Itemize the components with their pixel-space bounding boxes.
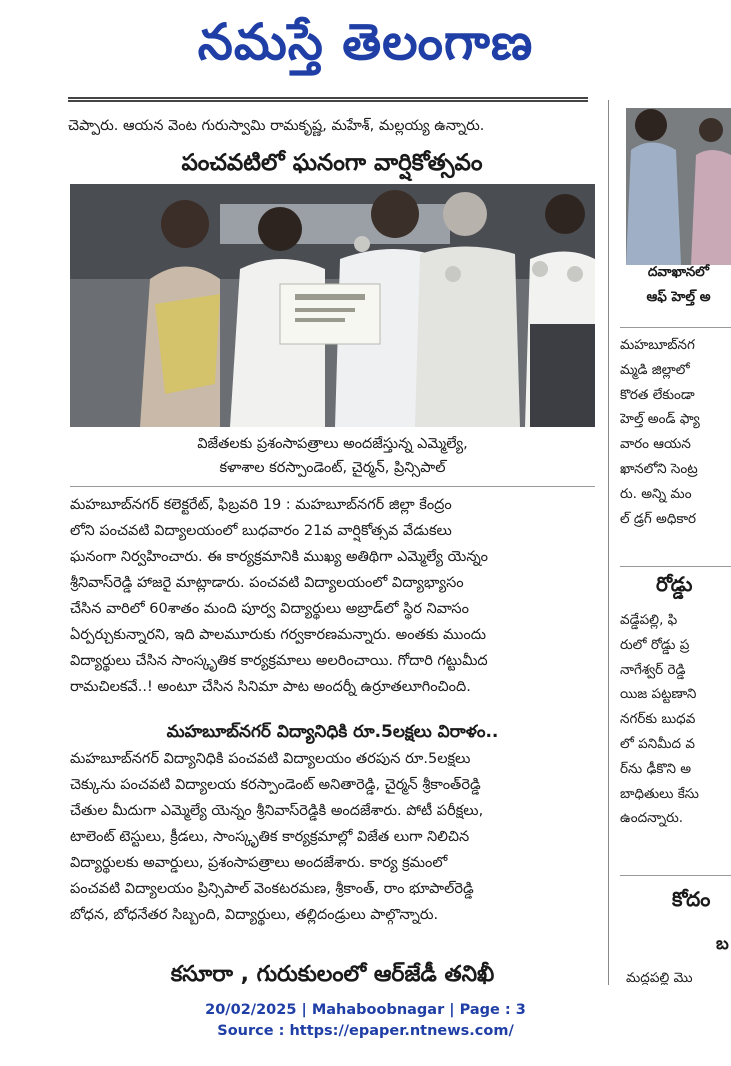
text-line: లో పనిమీద వ [620, 735, 695, 752]
text-line: టాలెంట్ టెస్టులు, క్రీడలు, సాంస్కృతిక కార్యక్రమాల్లో విజేత లుగా నిలిచిన [70, 829, 470, 845]
text-line: రు. అన్ని మం [620, 485, 692, 502]
side-headline: రోడ్డు [656, 572, 693, 596]
divider [620, 875, 731, 876]
side-column [620, 100, 731, 985]
caption-line: దవాఖానలో [647, 264, 710, 280]
caption-line: విజేతలకు ప్రశంసాపత్రాలు అందజేస్తున్న ఎమ్మెల్యే, [197, 436, 468, 452]
text-line: శ్రీనివాస్‌రెడ్డి హాజరై మాట్లాడారు. పంచవటి విద్యాలయంలో విద్యాభ్యాసం [70, 575, 464, 591]
side-news-photo [626, 100, 731, 265]
text-line: హెల్త్ అండ్ ఫ్యా [620, 411, 700, 428]
side-headline: కోదం [672, 887, 711, 911]
side-caption [626, 260, 731, 310]
text-line: వారం ఆయన [620, 436, 691, 453]
text-line: వడ్డేపల్లి, ఫి [620, 612, 678, 628]
photo-caption [70, 432, 595, 480]
text-line: పంచవటి విద్యాలయం ప్రిన్సిపాల్ వెంకటరమణ, శ్రీకాంత్, రాం భూపాల్‌రెడ్డి [70, 881, 474, 897]
hospital-visit-photo [626, 100, 731, 265]
side-article-body [620, 333, 731, 531]
text-line: నగర్‌కు బుధవ [620, 711, 696, 728]
article-body-continued [70, 746, 595, 928]
text-line: ఏర్పర్చుకున్నారని, ఇది పాలమూరుకు గర్వకారణమన్నారు. అంతకు ముందు [70, 627, 487, 643]
text-line: చెక్కును పంచవటి విద్యాలయ కరస్పాండెంట్ అనితారెడ్డి, చైర్మన్ శ్రీకాంత్‌రెడ్డి [70, 777, 481, 793]
article-headline: పంచవటిలో ఘనంగా వార్షికోత్సవం [181, 150, 483, 176]
text-line: ఘనంగా నిర్వహించారు. ఈ కార్యక్రమానికి ముఖ్య అతిథిగా ఎమ్మెల్యే యెన్నం [70, 549, 488, 565]
newspaper-masthead [0, 0, 731, 86]
text-line: విద్యార్థులు చేసిన సాంస్కృతిక కార్యక్రమాలు అలరించాయి. గోదారి గట్టుమీద [70, 653, 488, 669]
side-article-body [620, 608, 731, 831]
text-line: మహబూబ్‌నగర్ కలెక్టరేట్, ఫిబ్రవరి 19 : మహబూబ్‌నగర్ జిల్లా కేంద్రం [70, 497, 452, 513]
page-footer [0, 1000, 731, 1042]
article-subheading: మహబూబ్‌నగర్ విద్యానిధికి రూ.5లక్షలు విరాళం.. [166, 722, 499, 742]
text-line: ఖానలోని సెంట్ర [620, 460, 698, 477]
text-line: మహబూబ్‌నగ [620, 337, 695, 353]
text-line: బోధన, బోధనేతర సిబ్బంది, విద్యార్థులు, తల్లిదండ్రులు పాల్గొన్నారు. [70, 907, 439, 923]
news-photo [70, 184, 595, 427]
text-line: కొరత లేకుండా [620, 386, 695, 403]
text-line: ర్‌ను ఢీకొని అ [620, 760, 692, 777]
divider [70, 486, 595, 487]
text-line: ఉందన్నారు. [620, 810, 684, 827]
text-line: నాగేశ్వర్ రెడ్డి [620, 661, 686, 678]
text-line: మ్మడి జిల్లాలో [620, 361, 690, 378]
masthead-title: నమస్తే తెలంగాణ [197, 13, 534, 71]
next-article-headline: కసూరా , గురుకులంలో ఆర్‌జేడీ తనిఖీ [170, 962, 495, 987]
award-ceremony-photo [70, 184, 595, 427]
divider [620, 327, 731, 328]
text-line: విద్యార్థులకు అవార్డులు, ప్రశంసాపత్రాలు అందజేశారు. కార్య క్రమంలో [70, 855, 448, 871]
text-line: చేసిన వారిలో 60శాతం మంది పూర్వ విద్యార్థులు అబ్రాడ్‌లో స్థిర నివాసం [70, 601, 469, 617]
caption-line: కళాశాల కరస్పాండెంట్, చైర్మన్, ప్రిన్సిపాల్ [219, 460, 446, 476]
caption-line: ఆఫ్ హెల్త్ అ [646, 288, 711, 305]
text-line: చేతుల మీదుగా ఎమ్మెల్యే యెన్నం శ్రీనివాస్‌రెడ్డికి అందజేశారు. పోటీ పరీక్షలు, [70, 803, 484, 819]
text-line: యిజ పట్టణాని [620, 686, 697, 703]
article-body [70, 492, 595, 700]
text-line: మహబూబ్‌నగర్ విద్యానిధికి పంచవటి విద్యాలయం తరపున రూ.5లక్షలు [70, 751, 471, 767]
footer-date-page: 20/02/2025 | Mahaboobnagar | Page : 3 [205, 1002, 526, 1018]
side-subheadline: బ [716, 934, 729, 954]
column-divider [608, 100, 609, 985]
text-line: లోని పంచవటి విద్యాలయంలో బుధవారం 21వ వార్షికోత్సవ వేడుకలు [70, 523, 452, 539]
footer-source: Source : https://epaper.ntnews.com/ [217, 1023, 514, 1039]
cut-off-text-line [68, 96, 596, 104]
text-line: ల్ డ్రగ్ అధికార [620, 510, 697, 527]
text-line: రామచిలకవే..! అంటూ చేసిన సినిమా పాట అందర్నీ ఉర్రూతలూగించింది. [70, 679, 471, 695]
text-line: చెప్పారు. ఆయన వెంట గురుస్వామి రామకృష్ణ, మహేశ్, మల్లయ్య ఉన్నారు. [68, 118, 485, 134]
article-intro-line [68, 113, 596, 139]
text-line: బాధితులు కేసు [620, 785, 699, 802]
divider [620, 566, 731, 567]
text-line: మద్దపల్లి మొ [626, 970, 693, 985]
text-line: రులో రోడ్డు ప్ర [620, 636, 690, 653]
